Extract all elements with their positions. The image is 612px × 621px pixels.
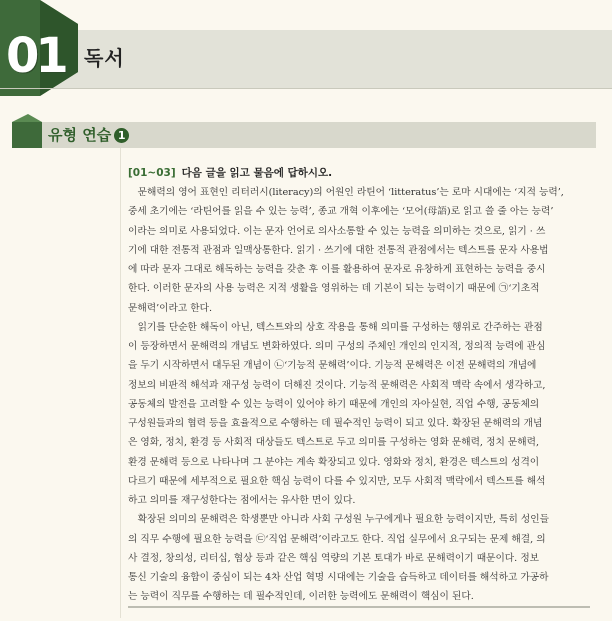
passage-line: 을 두기 시작하면서 대두된 개념이 ㉡‘기능적 문해력’이다. 기능적 문해력은 이전 문해력의 개념에 <box>128 360 537 372</box>
passage-line: 의 직무 수행에 필요한 능력을 ㉢‘직업 문해력’이라고도 한다. 직업 실무에서 요구되는 문제 해결, 의 <box>128 533 546 545</box>
passage-line: 사 결정, 창의성, 리터십, 협상 등과 같은 핵심 역량의 기본 토대가 바로 문해력이기 때문이다. 정보 <box>128 552 540 564</box>
section-number-badge: 1 <box>114 128 129 143</box>
passage-line: 에 따라 문자 그대로 해독하는 능력을 갖춘 후 이를 활용하여 문자로 유창하게 표현하는 능력을 중시 <box>128 264 546 275</box>
passage-line: 읽기를 단순한 해독이 아닌, 텍스트와의 상호 작용을 통해 의미를 구성하는 행위로 간주하는 관점 <box>128 321 543 333</box>
passage-line: 공동체의 발전을 고려할 수 있는 능력이 있어야 하기 때문에 개인의 자아실현, 직업 수행, 공동체의 <box>128 398 540 410</box>
passage-line: 확장된 의미의 문해력은 학생뿐만 아니라 사회 구성원 누구에게나 필요한 능력이지만, 특히 성인들 <box>128 514 549 526</box>
passage-line: 이 등장하면서 문해력의 개념도 변화하였다. 의미 구성의 주체인 개인의 인지적, 정의적 능력에 관심 <box>128 341 546 352</box>
passage-line: 이라는 의미로 사용되었다. 이는 문자 언어로 의사소통할 수 있는 능력을 의미하는 것으로, 읽기 · 쓰 <box>128 225 546 237</box>
passage-line: 문해력의 영어 표현인 리터러시(literacy)의 어원인 라틴어 ‘litteratus’는 로마 시대에는 ‘지적 능력’, <box>128 187 564 198</box>
reading-passage <box>128 183 590 607</box>
chapter-number: 01 <box>6 28 65 84</box>
passage-line: 문해력’이라고 한다. <box>128 302 213 314</box>
left-margin-rule <box>120 148 121 618</box>
chapter-title: 독서 <box>84 46 125 70</box>
section-bar-marker <box>8 114 48 154</box>
section-title-text: 유형 연습 <box>48 126 112 144</box>
passage-line: 구성원들과의 협력 등을 효율적으로 수행하는 데 필수적인 능력이 되고 있다. 확장된 문해력의 개념 <box>128 418 543 429</box>
passage-line: 정보의 비판적 해석과 재구성 능력이 더해진 것이다. 기능적 문해력은 사회적 맥락 속에서 생각하고, <box>128 379 546 391</box>
question-instruction: 다음 글을 읽고 물음에 답하시오. <box>181 167 333 179</box>
passage-line: 다르기 때문에 세부적으로 필요한 핵심 능력이 다를 수 있지만, 모두 사회적 맥락에서 텍스트를 해석 <box>128 475 546 487</box>
passage-bottom-rule <box>128 606 590 608</box>
question-header <box>128 165 332 180</box>
passage-line: 통신 기술의 융합이 중심이 되는 4차 산업 혁명 시대에는 기술을 습득하고 데이터를 해석하고 가공하 <box>128 572 549 583</box>
passage-line: 하고 의미를 재구성한다는 점에서는 유사한 면이 있다. <box>128 495 356 506</box>
passage-line: 중세 초기에는 ‘라틴어를 읽을 수 있는 능력’, 종교 개혁 이후에는 ‘모어(母語)로 읽고 쓸 줄 아는 능력’ <box>128 206 554 218</box>
question-range: [01~03] <box>128 167 176 179</box>
passage-line: 는 능력이 직무를 수행하는 데 필수적인데, 이러한 능력에도 문해력이 핵심이 된다. <box>128 591 474 603</box>
passage-line: 기에 대한 전통적 관점과 일맥상통한다. 읽기 · 쓰기에 대한 전통적 관점에서는 텍스트를 문자 사용법 <box>128 244 549 256</box>
passage-line: 은 영화, 정치, 환경 등 사회적 대상들도 텍스트로 두고 의미를 구성하는 영화 문해력, 정치 문해력, <box>128 437 540 449</box>
passage-line: 환경 문해력 등으로 나타나며 그 분야는 계속 확장되고 있다. 영화와 정치, 환경은 텍스트의 성격이 <box>128 456 540 468</box>
passage-line: 한다. 이러한 문자의 사용 능력은 지적 생활을 영위하는 데 기본이 되는 능력이기 때문에 ㉠‘기초적 <box>128 283 540 295</box>
header-divider <box>0 88 612 89</box>
section-title <box>48 124 129 145</box>
